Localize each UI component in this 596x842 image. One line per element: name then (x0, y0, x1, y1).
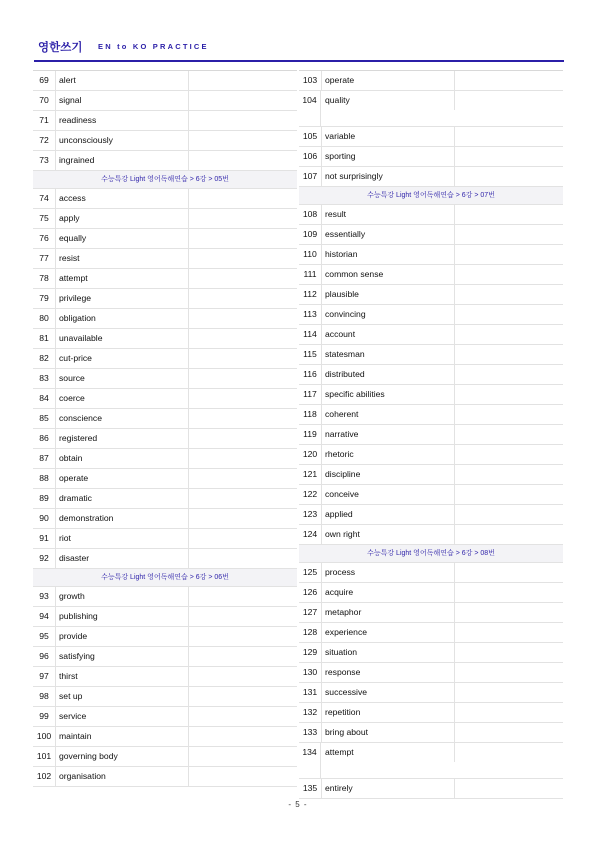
vocab-word: source (59, 373, 85, 383)
vocab-row (299, 425, 563, 445)
vocab-row (33, 209, 297, 229)
vocab-word: entirely (325, 783, 353, 793)
vocab-word: coherent (325, 409, 359, 419)
answer-cell-divider (454, 563, 455, 582)
vocab-word: account (325, 329, 356, 339)
vocab-word: quality (325, 95, 350, 105)
vocab-number: 94 (33, 607, 56, 626)
answer-cell-divider (188, 269, 189, 288)
vocab-row (33, 111, 297, 131)
answer-cell-divider (188, 229, 189, 248)
answer-cell-divider (454, 345, 455, 364)
vocab-row (299, 465, 563, 485)
vocab-number: 80 (33, 309, 56, 328)
vocab-number: 134 (299, 743, 321, 778)
answer-cell-divider (188, 687, 189, 706)
vocab-row (33, 469, 297, 489)
vocab-row (299, 703, 563, 723)
vocab-word: attempt (325, 747, 354, 757)
vocab-word: essentially (325, 229, 366, 239)
vocab-row (33, 249, 297, 269)
vocab-number: 87 (33, 449, 56, 468)
vocab-number: 107 (299, 167, 322, 186)
vocab-word: riot (59, 533, 71, 543)
vocab-number: 133 (299, 723, 322, 742)
vocab-row (33, 607, 297, 627)
answer-cell-divider (454, 583, 455, 602)
answer-cell-divider (188, 549, 189, 568)
answer-cell-divider (188, 529, 189, 548)
vocab-number: 78 (33, 269, 56, 288)
vocab-row (33, 229, 297, 249)
vocab-number: 81 (33, 329, 56, 348)
vocab-word: specific abilities (325, 389, 385, 399)
answer-cell-divider (454, 285, 455, 304)
vocab-number: 123 (299, 505, 322, 524)
answer-cell-divider (454, 325, 455, 344)
vocab-row (33, 767, 297, 787)
page-header (34, 38, 564, 62)
vocab-number: 90 (33, 509, 56, 528)
vocab-number: 77 (33, 249, 56, 268)
answer-cell-divider (454, 743, 455, 762)
vocab-column-right (299, 70, 563, 799)
vocab-row (33, 587, 297, 607)
vocab-row (33, 71, 297, 91)
vocab-row (33, 627, 297, 647)
vocab-number: 108 (299, 205, 322, 224)
vocab-word: readiness (59, 115, 97, 125)
vocab-number: 121 (299, 465, 322, 484)
vocab-number: 97 (33, 667, 56, 686)
vocab-word: sporting (325, 151, 356, 161)
vocab-word: discipline (325, 469, 361, 479)
answer-cell-divider (188, 767, 189, 786)
vocab-word: metaphor (325, 607, 362, 617)
vocab-number: 103 (299, 71, 322, 90)
vocab-number: 122 (299, 485, 322, 504)
vocab-word: service (59, 711, 87, 721)
vocab-row (299, 147, 563, 167)
answer-cell-divider (188, 449, 189, 468)
vocab-word: process (325, 567, 356, 577)
vocab-row (299, 325, 563, 345)
answer-cell-divider (188, 707, 189, 726)
vocab-number: 83 (33, 369, 56, 388)
vocab-word: operate (325, 75, 355, 85)
vocab-row (33, 131, 297, 151)
vocab-row (33, 151, 297, 171)
vocab-column-left (33, 70, 297, 787)
vocab-word: publishing (59, 611, 98, 621)
vocab-word: thirst (59, 671, 78, 681)
vocab-number: 117 (299, 385, 322, 404)
vocab-number: 92 (33, 549, 56, 568)
answer-cell-divider (454, 643, 455, 662)
vocab-number: 114 (299, 325, 322, 344)
answer-cell-divider (188, 647, 189, 666)
answer-cell-divider (454, 485, 455, 504)
vocab-row (33, 329, 297, 349)
brand-title: 영한쓰기 (38, 42, 83, 54)
vocab-row (33, 747, 297, 767)
vocab-number: 112 (299, 285, 322, 304)
vocab-number: 70 (33, 91, 56, 110)
vocab-word: apply (59, 213, 80, 223)
vocab-row (299, 385, 563, 405)
answer-cell-divider (454, 305, 455, 324)
answer-cell-divider (188, 389, 189, 408)
answer-cell-divider (188, 71, 189, 90)
vocab-number: 84 (33, 389, 56, 408)
vocab-row (33, 91, 297, 111)
vocab-number: 96 (33, 647, 56, 666)
vocab-row (33, 687, 297, 707)
answer-cell-divider (454, 245, 455, 264)
vocab-number: 130 (299, 663, 322, 682)
vocab-word: conscience (59, 413, 102, 423)
answer-cell-divider (188, 209, 189, 228)
answer-cell-divider (188, 509, 189, 528)
answer-cell-divider (454, 265, 455, 284)
answer-cell-divider (454, 505, 455, 524)
vocab-row (299, 505, 563, 525)
vocab-row (299, 525, 563, 545)
answer-cell-divider (188, 587, 189, 606)
vocab-number: 100 (33, 727, 56, 746)
answer-cell-divider (454, 91, 455, 110)
vocab-row (299, 563, 563, 583)
answer-cell-divider (454, 385, 455, 404)
vocab-number: 71 (33, 111, 56, 130)
vocab-word: coerce (59, 393, 85, 403)
answer-cell-divider (454, 465, 455, 484)
page-number: - 5 - (288, 800, 308, 809)
vocab-number: 99 (33, 707, 56, 726)
vocab-row (299, 127, 563, 147)
vocab-row (33, 489, 297, 509)
answer-cell-divider (454, 683, 455, 702)
answer-cell-divider (188, 249, 189, 268)
vocab-row (299, 167, 563, 187)
vocab-word: obtain (59, 453, 83, 463)
answer-cell-divider (188, 151, 189, 170)
vocab-row (33, 667, 297, 687)
vocab-row (299, 743, 563, 779)
vocab-number: 109 (299, 225, 322, 244)
vocab-word: unconsciously (59, 135, 113, 145)
answer-cell-divider (454, 623, 455, 642)
vocab-word: signal (59, 95, 82, 105)
section-header: 수능특강 Light 영어독해연습 > 6강 > 07번 (299, 187, 563, 205)
vocab-word: equally (59, 233, 87, 243)
vocab-word: result (325, 209, 347, 219)
vocab-row (33, 409, 297, 429)
vocab-row (299, 445, 563, 465)
vocab-row (33, 529, 297, 549)
vocab-word: satisfying (59, 651, 95, 661)
vocab-word: distributed (325, 369, 365, 379)
vocab-word: applied (325, 509, 353, 519)
vocab-row (33, 189, 297, 209)
answer-cell-divider (454, 703, 455, 722)
vocab-row (33, 369, 297, 389)
vocab-word: plausible (325, 289, 359, 299)
answer-cell-divider (188, 131, 189, 150)
vocab-number: 73 (33, 151, 56, 170)
answer-cell-divider (188, 607, 189, 626)
answer-cell-divider (454, 365, 455, 384)
answer-cell-divider (188, 627, 189, 646)
answer-cell-divider (454, 525, 455, 544)
vocab-row (299, 643, 563, 663)
vocab-number: 129 (299, 643, 322, 662)
vocab-row (33, 647, 297, 667)
answer-cell-divider (454, 425, 455, 444)
vocab-word: registered (59, 433, 98, 443)
vocab-number: 115 (299, 345, 322, 364)
vocab-number: 76 (33, 229, 56, 248)
vocab-word: access (59, 193, 86, 203)
vocab-number: 89 (33, 489, 56, 508)
vocab-word: disaster (59, 553, 90, 563)
vocab-number: 93 (33, 587, 56, 606)
vocab-word: alert (59, 75, 76, 85)
vocab-word: not surprisingly (325, 171, 383, 181)
vocab-word: successive (325, 687, 368, 697)
answer-cell-divider (454, 127, 455, 146)
vocab-word: common sense (325, 269, 384, 279)
vocab-row (299, 265, 563, 285)
vocab-row (299, 345, 563, 365)
vocab-row (33, 449, 297, 469)
vocab-row (299, 305, 563, 325)
vocab-word: dramatic (59, 493, 92, 503)
vocab-word: growth (59, 591, 85, 601)
vocab-word: governing body (59, 751, 118, 761)
vocab-word: own right (325, 529, 360, 539)
vocab-number: 101 (33, 747, 56, 766)
vocab-number: 131 (299, 683, 322, 702)
answer-cell-divider (188, 409, 189, 428)
vocab-number: 91 (33, 529, 56, 548)
vocab-word: statesman (325, 349, 365, 359)
header-divider (34, 60, 564, 62)
vocab-word: obligation (59, 313, 96, 323)
vocab-number: 119 (299, 425, 322, 444)
vocab-word: convincing (325, 309, 366, 319)
answer-cell-divider (188, 329, 189, 348)
vocab-number: 79 (33, 289, 56, 308)
vocab-word: privilege (59, 293, 92, 303)
vocab-number: 127 (299, 603, 322, 622)
vocab-row (33, 309, 297, 329)
answer-cell-divider (188, 727, 189, 746)
vocab-word: variable (325, 131, 356, 141)
vocab-number: 82 (33, 349, 56, 368)
vocab-word: provide (59, 631, 88, 641)
vocab-number: 105 (299, 127, 322, 146)
vocab-row (299, 683, 563, 703)
answer-cell-divider (454, 723, 455, 742)
vocab-row (33, 429, 297, 449)
vocab-number: 118 (299, 405, 322, 424)
vocab-number: 120 (299, 445, 322, 464)
vocab-row (299, 723, 563, 743)
vocab-number: 75 (33, 209, 56, 228)
vocab-word: attempt (59, 273, 88, 283)
vocab-word: acquire (325, 587, 354, 597)
vocab-word: maintain (59, 731, 92, 741)
vocab-number: 124 (299, 525, 322, 544)
vocab-row (299, 285, 563, 305)
section-header: 수능특강 Light 영어독해연습 > 6강 > 06번 (33, 569, 297, 587)
answer-cell-divider (454, 225, 455, 244)
vocab-row (33, 509, 297, 529)
answer-cell-divider (188, 189, 189, 208)
vocab-number: 132 (299, 703, 322, 722)
vocab-row (33, 349, 297, 369)
vocab-number: 106 (299, 147, 322, 166)
vocab-number: 74 (33, 189, 56, 208)
vocab-row (299, 91, 563, 127)
vocab-row (33, 289, 297, 309)
vocab-row (299, 623, 563, 643)
vocab-row (299, 225, 563, 245)
vocab-row (299, 71, 563, 91)
vocab-word: organisation (59, 771, 106, 781)
answer-cell-divider (454, 445, 455, 464)
answer-cell-divider (188, 91, 189, 110)
vocab-number: 128 (299, 623, 322, 642)
vocab-number: 88 (33, 469, 56, 488)
answer-cell-divider (188, 289, 189, 308)
vocab-number: 85 (33, 409, 56, 428)
vocab-row (299, 205, 563, 225)
vocab-row (299, 485, 563, 505)
vocab-word: resist (59, 253, 80, 263)
vocab-row (299, 405, 563, 425)
answer-cell-divider (188, 349, 189, 368)
vocab-word: demonstration (59, 513, 114, 523)
vocab-number: 104 (299, 91, 321, 126)
vocab-row (299, 603, 563, 623)
vocab-number: 110 (299, 245, 322, 264)
vocab-number: 125 (299, 563, 322, 582)
section-header: 수능특강 Light 영어독해연습 > 6강 > 08번 (299, 545, 563, 563)
vocab-word: unavailable (59, 333, 103, 343)
vocab-word: cut-price (59, 353, 92, 363)
answer-cell-divider (454, 603, 455, 622)
vocab-word: narrative (325, 429, 359, 439)
vocab-row (33, 549, 297, 569)
answer-cell-divider (188, 429, 189, 448)
vocab-word: ingrained (59, 155, 95, 165)
vocab-row (299, 663, 563, 683)
vocab-row (33, 707, 297, 727)
vocab-word: historian (325, 249, 358, 259)
vocab-row (33, 269, 297, 289)
vocab-number: 69 (33, 71, 56, 90)
vocab-row (299, 583, 563, 603)
vocab-word: set up (59, 691, 83, 701)
vocab-number: 98 (33, 687, 56, 706)
vocab-word: repetition (325, 707, 361, 717)
vocab-word: bring about (325, 727, 369, 737)
answer-cell-divider (188, 747, 189, 766)
answer-cell-divider (454, 663, 455, 682)
answer-cell-divider (454, 205, 455, 224)
answer-cell-divider (188, 369, 189, 388)
vocab-word: response (325, 667, 361, 677)
vocab-number: 95 (33, 627, 56, 646)
vocab-row (33, 389, 297, 409)
vocab-word: experience (325, 627, 368, 637)
answer-cell-divider (188, 489, 189, 508)
answer-cell-divider (188, 111, 189, 130)
answer-cell-divider (454, 405, 455, 424)
vocab-number: 86 (33, 429, 56, 448)
vocab-number: 72 (33, 131, 56, 150)
answer-cell-divider (454, 71, 455, 90)
vocab-row (299, 779, 563, 799)
answer-cell-divider (454, 779, 455, 798)
vocab-word: situation (325, 647, 358, 657)
vocab-row (299, 365, 563, 385)
vocab-row (299, 245, 563, 265)
vocab-word: rhetoric (325, 449, 354, 459)
vocab-number: 102 (33, 767, 56, 786)
header-subtitle: EN to KO PRACTICE (98, 42, 209, 51)
section-header: 수능특강 Light 영어독해연습 > 6강 > 05번 (33, 171, 297, 189)
answer-cell-divider (188, 469, 189, 488)
vocab-word: conceive (325, 489, 359, 499)
vocab-number: 113 (299, 305, 322, 324)
answer-cell-divider (454, 167, 455, 186)
answer-cell-divider (188, 667, 189, 686)
vocab-number: 116 (299, 365, 322, 384)
vocab-number: 111 (299, 265, 322, 284)
answer-cell-divider (188, 309, 189, 328)
vocab-word: operate (59, 473, 89, 483)
vocab-number: 135 (299, 779, 322, 798)
vocab-row (33, 727, 297, 747)
answer-cell-divider (454, 147, 455, 166)
vocab-number: 126 (299, 583, 322, 602)
